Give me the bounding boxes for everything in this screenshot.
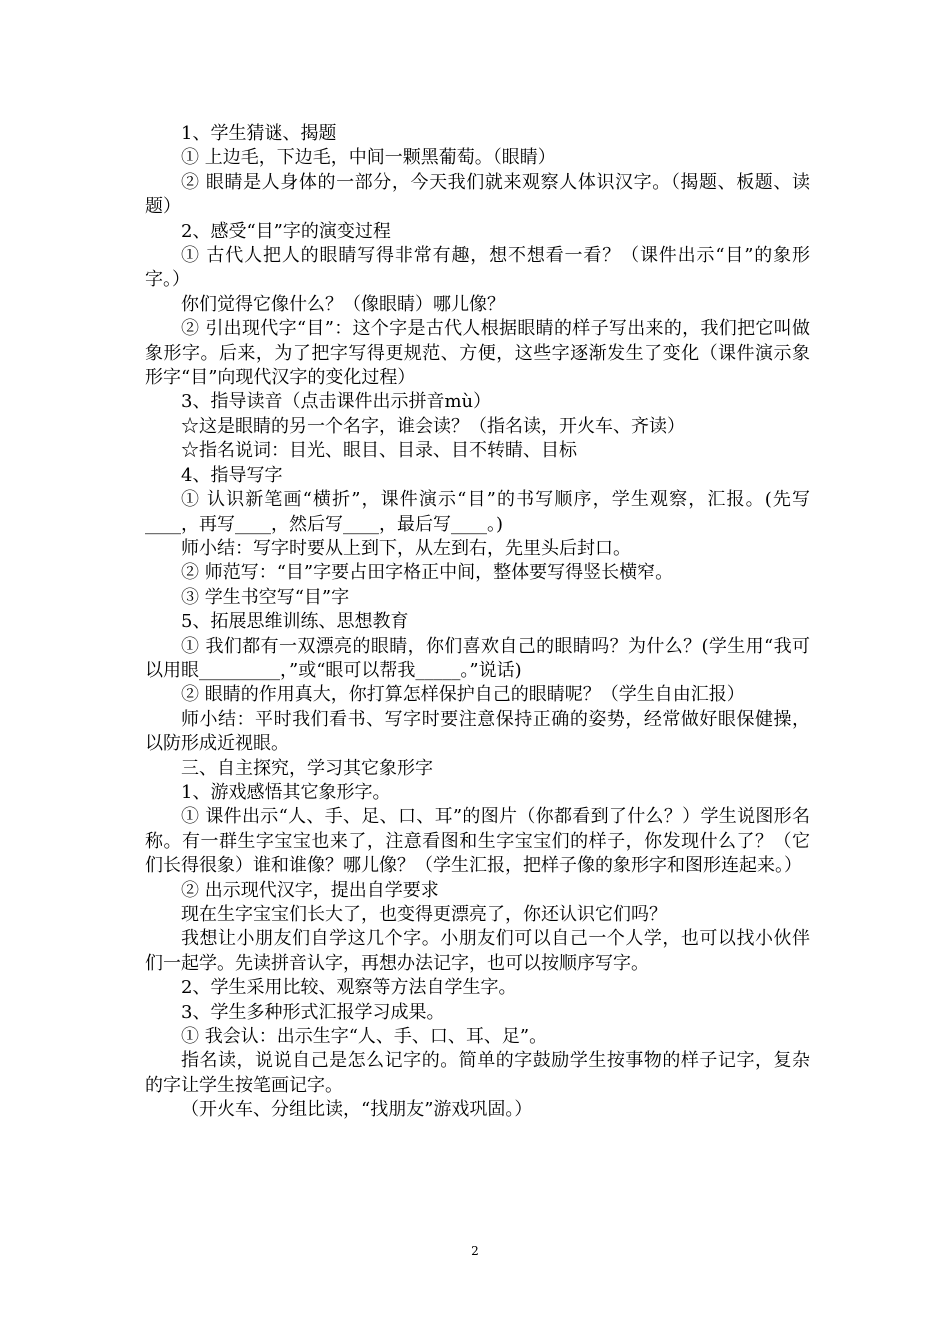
paragraph: ② 眼睛是人身体的一部分，今天我们就来观察人体识汉字。（揭题、板题、读题）	[145, 171, 810, 218]
paragraph: 5、拓展思维训练、思想教育	[181, 611, 409, 633]
paragraph: 4、指导写字	[181, 464, 283, 486]
paragraph: 现在生字宝宝们长大了，也变得更漂亮了，你还认识它们吗？	[181, 904, 667, 925]
page-number: 2	[471, 1244, 479, 1258]
paragraph: 2、感受“目”字的演变过程	[181, 220, 391, 242]
paragraph: 3、指导读音（点击课件出示拼音mù）	[181, 391, 492, 413]
paragraph: ① 我会认：出示生字“人、手、口、耳、足”。	[181, 1026, 548, 1048]
paragraph: ① 上边毛，下边毛，中间一颗黑葡萄。（眼睛）	[181, 147, 556, 169]
paragraph: 3、学生多种形式汇报学习成果。	[181, 1001, 445, 1023]
paragraph: 你们觉得它像什么？（像眼睛）哪儿像？	[181, 293, 505, 315]
paragraph: ② 师范写：“目”字要占田字格正中间，整体要写得竖长横窄。	[181, 562, 674, 584]
paragraph: 我想让小朋友们自学这几个字。小朋友们可以自己一个人学，也可以找小伙伴们一起学。先读拼音认字，再想办法记字，也可以按顺序写字。	[145, 928, 810, 974]
paragraph: 2、学生采用比较、观察等方法自学生字。	[181, 977, 517, 999]
paragraph: ① 认识新笔画“横折”，课件演示“目”的书写顺序，学生观察，汇报。(先写____，再写____，然后写____，最后写____。)	[145, 489, 810, 535]
paragraph: ☆这是眼睛的另一个名字，谁会读？（指名读，开火车、齐读）	[181, 415, 685, 437]
paragraph: 三、自主探究，学习其它象形字	[181, 757, 433, 779]
paragraph: ☆指名说词：目光、眼目、目录、目不转睛、目标	[181, 440, 577, 462]
paragraph: ③ 学生书空写“目”字	[181, 586, 350, 608]
lesson-plan-body	[145, 122, 810, 1123]
paragraph: ② 出示现代汉字，提出自学要求	[181, 879, 439, 901]
paragraph: 1、学生猜谜、揭题	[181, 123, 337, 144]
paragraph: 1、游戏感悟其它象形字。	[181, 781, 391, 803]
paragraph: ② 引出现代字“目”：这个字是古代人根据眼睛的样子写出来的，我们把它叫做象形字。后来，为了把字写得更规范、方便，这些字逐渐发生了变化（课件演示象形字“目”向现代汉字的变化过程）	[145, 318, 810, 389]
paragraph: 师小结：写字时要从上到下，从左到右，先里头后封口。	[181, 537, 631, 559]
paragraph: ② 眼睛的作用真大，你打算怎样保护自己的眼睛呢？（学生自由汇报）	[181, 684, 745, 706]
paragraph: ① 古代人把人的眼睛写得非常有趣，想不想看一看？（课件出示“目”的象形字。）	[145, 245, 810, 291]
paragraph: （开火车、分组比读，“找朋友”游戏巩固。）	[181, 1099, 533, 1121]
paragraph: 师小结：平时我们看书、写字时要注意保持正确的姿势，经常做好眼保健操，以防形成近视眼。	[145, 708, 810, 755]
paragraph: 指名读，说说自己是怎么记字的。简单的字鼓励学生按事物的样子记字，复杂的字让学生按笔画记字。	[145, 1050, 810, 1096]
paragraph: ① 课件出示“人、手、足、口、耳”的图片（你都看到了什么？）学生说图形名称。有一群生字宝宝也来了，注意看图和生字宝宝们的样子，你发现什么了？（它们长得很象）谁和谁像？哪儿像？（学生汇报，把样子像的象形字和图形连起来。）	[145, 806, 810, 877]
paragraph: ① 我们都有一双漂亮的眼睛，你们喜欢自己的眼睛吗？为什么？(学生用“我可以用眼_________，”或“眼可以帮我_____。”说话)	[145, 635, 810, 681]
